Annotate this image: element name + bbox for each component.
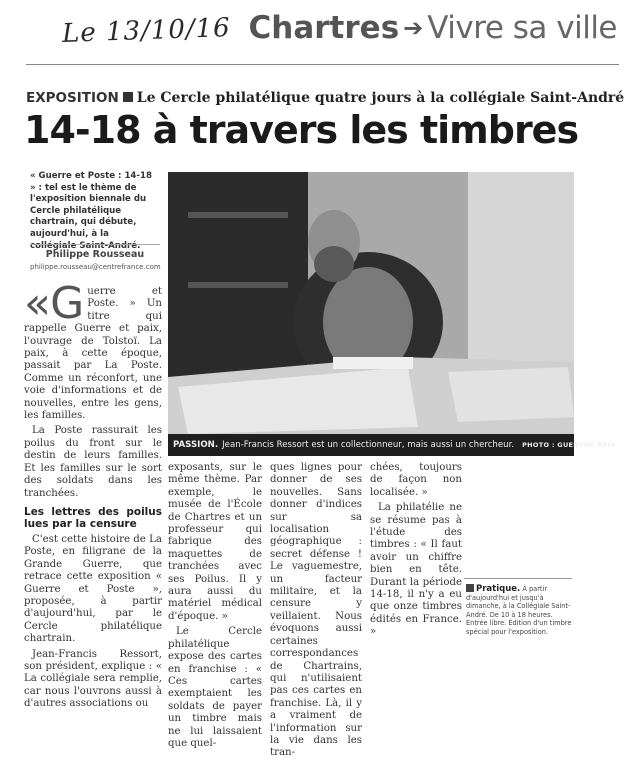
section-header: [249, 10, 617, 46]
paragraph-text: uerre et Poste. » Un titre qui rappelle Guerre et paix, l'ouvrage de Tolstoï. La paix, à cette époque, passait par La Poste. Comme un réconfort, une voie d'informations et de nouvelles, entre les gens, les familles.: [24, 286, 162, 422]
photo-caption: [168, 434, 616, 456]
byline: [30, 244, 160, 271]
drop-cap: «G: [24, 278, 85, 329]
article-lead: « Guerre et Poste : 14-18 » : tel est le thème de l'exposition biennale du Cercle philatélique chartrain, qui débute, aujourd'hui, à la collégiale Saint-André.: [30, 171, 152, 251]
handwritten-date: Le 13/10/16: [61, 13, 232, 49]
practical-info-text: À partir d'aujourd'hui et jusqu'à dimanche, à la Collégiale Saint-André. De 10 à 18 heures. Entrée libre. Édition d'un timbre spécial pour l'exposition.: [466, 585, 572, 636]
square-bullet-icon: [466, 584, 474, 592]
subheading: Les lettres des poilus lues par la censure: [24, 505, 162, 530]
paragraph: Jean-Francis Ressort, son président, explique : « La collégiale sera remplie, car nous l'ouvrons aussi à d'autres associations ou: [24, 648, 162, 710]
article-photo: [168, 172, 574, 434]
practical-info-lead: Pratique.: [476, 584, 521, 594]
column-1: [24, 278, 162, 714]
paragraph: C'est cette histoire de La Poste, en filigrane de la Grande Guerre, que retrace cette exposition « Guerre et Poste », proposée, à partir d'aujourd'hui, par le Cercle philatélique chartrain.: [24, 533, 162, 645]
photo-credit: PHOTO : GUENTINI REIX: [522, 441, 616, 449]
column-4: [370, 462, 462, 642]
kicker-deck: Le Cercle philatélique quatre jours à la collégiale Saint-André: [136, 90, 625, 106]
kicker-tag: EXPOSITION: [26, 90, 119, 106]
section-title: Chartres: [248, 10, 400, 46]
paragraph: La philatélie ne se résume pas à l'étude des timbres : « Il faut avoir un chiffre bien en tête. Durant la période 14-18, il n'y a eu que onze timbres édités en France. »: [370, 502, 462, 638]
paragraph: ques lignes pour donner de ses nouvelles. Sans donner d'indices sur sa localisation géographique : secret défense ! Le vaguemestre, un facteur militaire, et la censure y veillaient. Nous évoquons aussi certaines correspondances de Chartrains, qui n'utilisaient pas ces cartes en franchise. Là, il y a vraiment de l'information sur la vie dans les tran-: [270, 462, 362, 759]
paragraph: Le Cercle philatélique expose des cartes en franchise : « Ces cartes exemptaient les soldats de payer un timbre mais ne lui laissaient que quel-: [168, 626, 262, 749]
section-subtitle: Vivre sa ville: [427, 10, 617, 46]
header-rule: [26, 64, 619, 65]
practical-info: [466, 584, 572, 637]
portrait-photo: [168, 172, 574, 434]
column-2: [168, 462, 262, 753]
paragraph: [24, 278, 162, 422]
headline: 14-18 à travers les timbres: [24, 108, 579, 152]
arrow-right-icon: ➔: [403, 14, 424, 42]
square-bullet-icon: [123, 92, 133, 102]
paragraph: La Poste rassurait les poilus du front sur le destin de leurs familles. Et les familles sur le sort des soldats dans les tranchées.: [24, 425, 162, 499]
author-email: philippe.rousseau@centrefrance.com: [30, 263, 161, 271]
pratique-rule: [464, 578, 572, 579]
paragraph: chées, toujours de façon non localisée. »: [370, 462, 462, 498]
caption-text: Jean-Francis Ressort est un collectionneur, mais aussi un chercheur.: [222, 440, 515, 450]
paragraph: exposants, sur le même thème. Par exemple, le musée de l'École de Chartres et un professeur qui fabrique des maquettes de tranchées avec ses Poilus. Il y aura aussi du matériel médical d'époque. »: [168, 462, 262, 622]
column-3: [270, 462, 362, 763]
author-name: Philippe Rousseau: [45, 249, 145, 260]
kicker: [26, 90, 624, 106]
caption-lead: PASSION.: [173, 440, 219, 450]
